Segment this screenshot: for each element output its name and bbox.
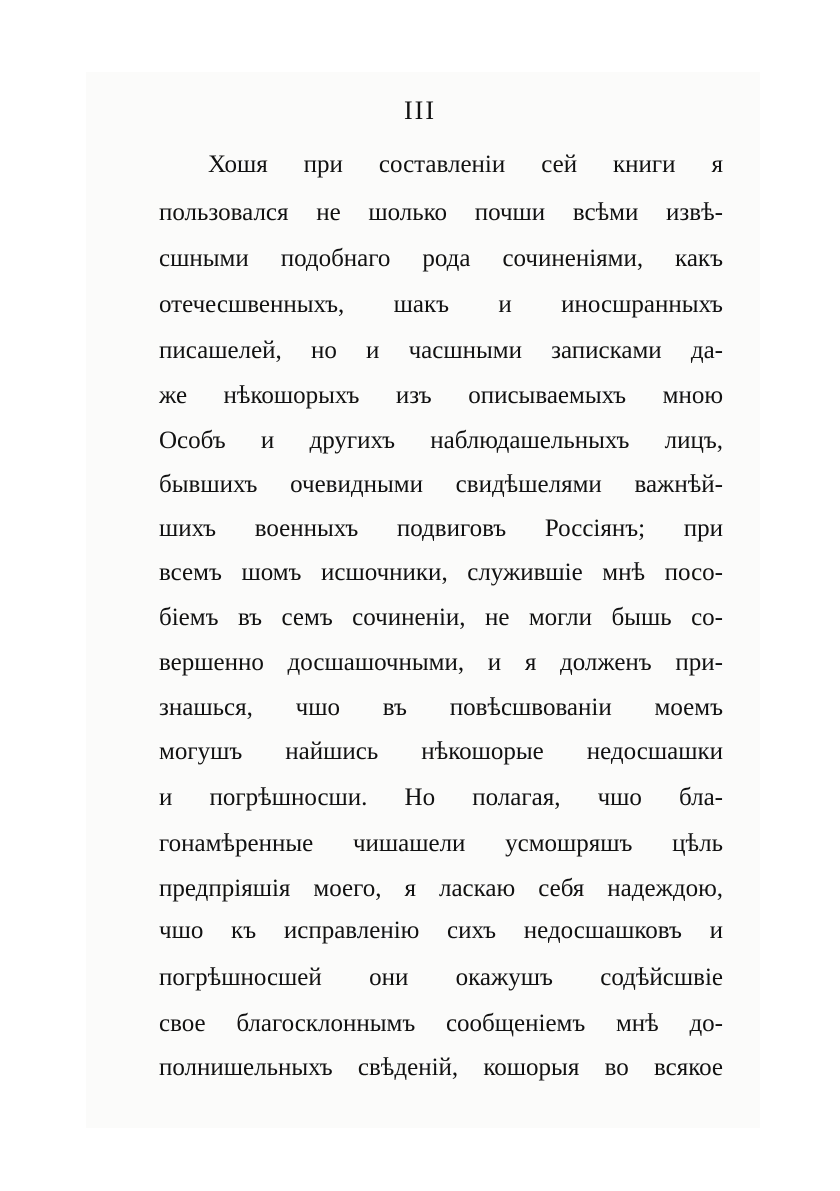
text-line: Хошя при составленіи сей книги я: [208, 151, 723, 178]
text-line: біемъ въ семъ сочиненіи, не могли бышь со-: [159, 604, 723, 631]
text-line: знашься, чшо въ повѣсшвованіи моемъ: [159, 694, 723, 721]
text-line: сшными подобнаго рода сочиненіями, какъ: [159, 245, 723, 272]
page-number: III: [404, 96, 436, 125]
text-line: и погрѣшносши. Но полагая, чшо бла-: [159, 784, 723, 811]
text-line: всемъ шомъ исшочники, служившіе мнѣ посо-: [159, 559, 723, 586]
text-line: гонамѣренные чишашели усмошряшъ цѣль: [159, 830, 723, 857]
text-line: погрѣшносшей они окажушъ содѣйсшвіе: [159, 964, 723, 991]
text-line: Особъ и другихъ наблюдашельныхъ лицъ,: [159, 427, 723, 454]
text-line: чшо къ исправленію сихъ недосшашковъ и: [159, 917, 723, 944]
text-line: бывшихъ очевидными свидѣшелями важнѣй-: [159, 471, 723, 498]
text-line: шихъ военныхъ подвиговъ Россіянъ; при: [159, 515, 723, 542]
text-line: могушъ найшись нѣкошорые недосшашки: [159, 738, 723, 765]
text-line: же нѣкошорыхъ изъ описываемыхъ мною: [159, 382, 723, 409]
text-line: вершенно досшашочными, и я долженъ при-: [159, 649, 723, 676]
text-line: пользовался не шолько почши всѣми извѣ-: [159, 199, 723, 226]
text-line: свое благосклоннымъ сообщеніемъ мнѣ до-: [159, 1010, 723, 1037]
text-line: писашелей, но и часшными записками да-: [159, 337, 723, 364]
text-line: полнишельныхъ свѣденій, кошорыя во всякое: [159, 1054, 723, 1081]
text-line: предпріяшія моего, я ласкаю себя надеждою,: [159, 875, 723, 902]
text-line: отечесшвенныхъ, шакъ и иносшранныхъ: [159, 291, 723, 318]
